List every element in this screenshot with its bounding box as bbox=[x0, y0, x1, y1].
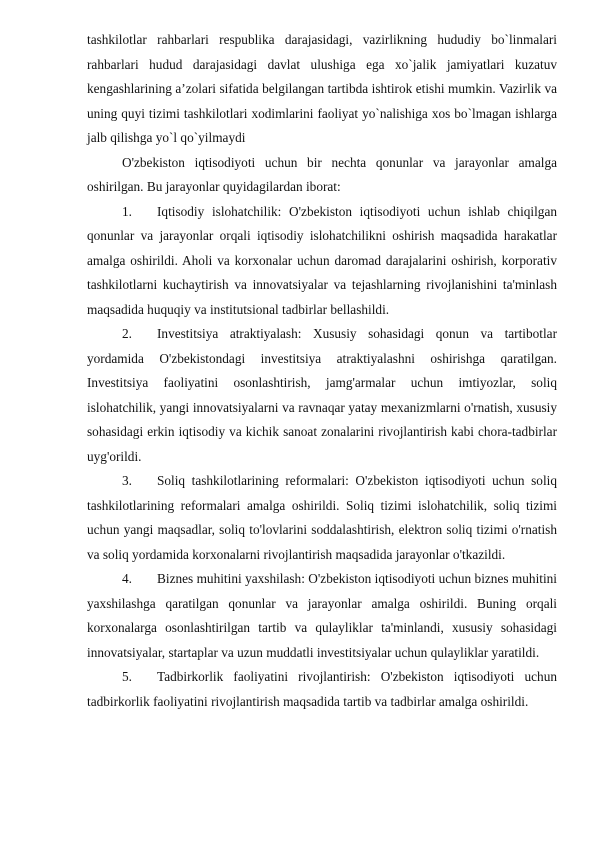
list-item-number: 5. bbox=[122, 669, 132, 684]
list-item bbox=[87, 469, 557, 567]
list-item-number: 4. bbox=[122, 571, 132, 586]
list-item-text: Biznes muhitini yaxshilash: O'zbekiston iqtisodiyoti uchun biznes muhitini yaxshilashga qaratilgan qonunlar va jarayonlar amalga oshirildi. Buning orqali korxonalarga osonlashtirilgan tartib va qulayliklar ta'minlandi, xususiy sohasidagi innovatsiyalar, startaplar va uzun muddatli investitsiyalar uchun qulayliklar yaratildi. bbox=[87, 571, 557, 660]
document-page bbox=[87, 28, 557, 714]
list-item bbox=[87, 322, 557, 469]
list-item-text: Tadbirkorlik faoliyatini rivojlantirish: O'zbekiston iqtisodiyoti uchun tadbirkorlik faoliyatini rivojlantirish maqsadida tartib va tadbirlar amalga oshirildi. bbox=[87, 669, 557, 709]
list-item-number: 2. bbox=[122, 326, 132, 341]
list-item-text: Investitsiya atraktiyalash: Xususiy sohasidagi qonun va tartibotlar yordamida O'zbekistondagi investitsiya atraktiyalashni oshirishga qaratilgan. Investitsiya faoliyatini osonlashtirish, jamg'armalar uchun imtiyozlar, soliq islohatchilik, yangi innovatsiyalarni va ravnaqar yatay mexanizmlarni o'rnatish, xususiy sohasidagi erkin iqtisodiy va kichik sanoat zonalarini rivojlantirish kabi chora-tadbirlar uyg'orildi. bbox=[87, 326, 557, 464]
paragraph-intro: O'zbekiston iqtisodiyoti uchun bir nechta qonunlar va jarayonlar amalga oshirilgan. Bu jarayonlar quyidagilardan iborat: bbox=[87, 154, 557, 194]
list-item-text: Soliq tashkilotlarining reformalari: O'zbekiston iqtisodiyoti uchun soliq tashkilotlarining reformalari amalga oshirildi. Soliq tizimi islohatchilik, soliq tizimi uchun yangi maqsadlar, soliq to'lovlarini soddalashtirish, elektron soliq tizimi o'rnatish va soliq yordamida korxonalarni rivojlantirish maqsadida jarayonlar o'tkazildi. bbox=[87, 473, 557, 562]
list-item-number: 1. bbox=[122, 203, 132, 219]
list-item bbox=[87, 567, 557, 665]
list-item-text: Iqtisodiy islohatchilik: O'zbekiston iqtisodiyoti uchun ishlab chiqilgan qonunlar va jarayonlar orqali iqtisodiy islohatchilikni oshirish maqsadida harakatlar amalga oshirildi. Aholi va korxonalar uchun daromad darajalarini oshirish, korporativ tashkilotlarni kuchaytirish va innovatsiyalar va tejashlarning rivojlanishini ta'minlash maqsadida huquqiy va institutsional tadbirlar bellashildi. bbox=[87, 203, 557, 317]
list-item bbox=[87, 200, 557, 323]
list-item-number: 3. bbox=[122, 473, 132, 488]
list-item bbox=[87, 665, 557, 714]
paragraph-continuation: tashkilotlar rahbarlari respublika darajasidagi, vazirlikning hududiy bo`linmalari rahbarlari hudud darajasidagi davlat ulushiga ega xo`jalik jamiyatlari kuzatuv kengashlarining a’zolari sifatida belgilangan tartibda ishtirok etishi mumkin. Vazirlik va uning quyi tizimi tashkilotlari xodimlarini faoliyat yo`nalishiga xos bo`lmagan ishlarga jalb qilishga yo`l qo`yilmaydi bbox=[87, 32, 557, 145]
